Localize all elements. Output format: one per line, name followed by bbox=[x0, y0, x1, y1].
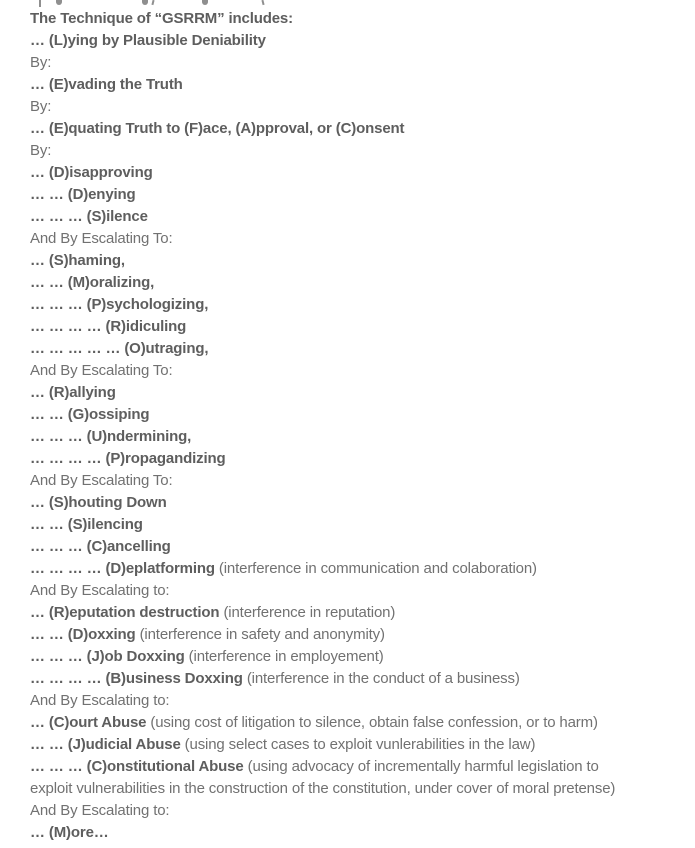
list-item-annotation: (interference in reputation) bbox=[219, 604, 396, 621]
text-line bbox=[30, 646, 677, 668]
text-line bbox=[30, 492, 677, 514]
list-item-annotation: (interference in safety and anonymity) bbox=[135, 626, 385, 643]
list-item-annotation: (interference in the conduct of a business) bbox=[242, 670, 520, 687]
previous-line-clipped bbox=[30, 0, 670, 8]
text-line bbox=[30, 184, 677, 206]
connector-text: And By Escalating to: bbox=[30, 582, 170, 599]
list-item-annotation: (interference in employement) bbox=[184, 648, 384, 665]
connector-text: And By Escalating To: bbox=[30, 362, 173, 379]
list-item-text: … (E)vading the Truth bbox=[30, 76, 183, 93]
text-line bbox=[30, 96, 677, 118]
list-item-text: … … … … (P)ropagandizing bbox=[30, 450, 226, 467]
list-item-text: … … … (U)ndermining, bbox=[30, 428, 192, 445]
text-line bbox=[30, 756, 677, 778]
text-line bbox=[30, 778, 677, 800]
text-line bbox=[30, 382, 677, 404]
list-item-annotation: (using cost of litigation to silence, obtain false confession, or to harm) bbox=[146, 714, 598, 731]
list-item-text: … (S)houting Down bbox=[30, 494, 167, 511]
text-line bbox=[30, 294, 677, 316]
text-line bbox=[30, 206, 677, 228]
text-line bbox=[30, 690, 677, 712]
clipped-line-fragment bbox=[142, 0, 148, 5]
list-item-text: … … … … (D)eplatforming bbox=[30, 560, 215, 577]
list-item-text: … … … (S)ilence bbox=[30, 208, 148, 225]
list-item-text: … … … … (R)idiculing bbox=[30, 318, 187, 335]
list-item-text: … (M)ore… bbox=[30, 824, 109, 841]
text-line bbox=[30, 470, 677, 492]
text-line bbox=[30, 426, 677, 448]
list-item-text: … … … (C)onstitutional Abuse bbox=[30, 758, 244, 775]
text-line bbox=[30, 404, 677, 426]
text-line bbox=[30, 250, 677, 272]
document-title: The Technique of “GSRRM” includes: bbox=[30, 10, 293, 27]
text-line bbox=[30, 624, 677, 646]
list-item-text: … … (D)enying bbox=[30, 186, 136, 203]
text-line bbox=[30, 514, 677, 536]
connector-text: And By Escalating to: bbox=[30, 692, 170, 709]
document-body bbox=[30, 8, 677, 844]
text-line bbox=[30, 140, 677, 162]
text-line bbox=[30, 272, 677, 294]
clipped-line-fragment bbox=[151, 0, 154, 5]
list-item-text: … … … (J)ob Doxxing bbox=[30, 648, 185, 665]
connector-text: By: bbox=[30, 142, 52, 159]
text-line bbox=[30, 74, 677, 96]
list-item-text: … … … (P)sychologizing, bbox=[30, 296, 209, 313]
list-item-text: … (E)quating Truth to (F)ace, (A)pproval, or (C)onsent bbox=[30, 120, 405, 137]
list-item-annotation: (using select cases to exploit vunlerabilities in the law) bbox=[180, 736, 536, 753]
list-item-text: … … (D)oxxing bbox=[30, 626, 136, 643]
text-line bbox=[30, 228, 677, 250]
text-line bbox=[30, 162, 677, 184]
list-item-text: … … … … … (O)utraging, bbox=[30, 340, 209, 357]
text-line bbox=[30, 734, 677, 756]
list-item-text: … (D)isapproving bbox=[30, 164, 153, 181]
text-line bbox=[30, 338, 677, 360]
text-line bbox=[30, 668, 677, 690]
text-line bbox=[30, 536, 677, 558]
text-line bbox=[30, 558, 677, 580]
text-line bbox=[30, 800, 677, 822]
connector-text: And By Escalating to: bbox=[30, 802, 170, 819]
connector-text: By: bbox=[30, 54, 52, 71]
connector-text: And By Escalating To: bbox=[30, 230, 173, 247]
list-item-annotation: (interference in communication and colaboration) bbox=[214, 560, 537, 577]
text-line bbox=[30, 822, 677, 844]
wrapped-continuation-text: exploit vulnerabilities in the construction of the constitution, under cover of moral pretense) bbox=[30, 780, 616, 797]
list-item-text: … (R)allying bbox=[30, 384, 116, 401]
text-line bbox=[30, 30, 677, 52]
list-item-text: … … … … (B)usiness Doxxing bbox=[30, 670, 243, 687]
list-item-text: … (R)eputation destruction bbox=[30, 604, 220, 621]
text-line bbox=[30, 52, 677, 74]
clipped-line-fragment bbox=[261, 0, 264, 5]
clipped-line-fragment bbox=[56, 0, 62, 5]
list-item-text: … … … (C)ancelling bbox=[30, 538, 171, 555]
clipped-line-fragment bbox=[202, 0, 208, 5]
document-title-line bbox=[30, 8, 677, 30]
list-item-text: … … (S)ilencing bbox=[30, 516, 143, 533]
list-item-annotation: (using advocacy of incrementally harmful legislation to bbox=[243, 758, 599, 775]
list-item-text: … (C)ourt Abuse bbox=[30, 714, 147, 731]
list-item-text: … … (J)udicial Abuse bbox=[30, 736, 181, 753]
text-line bbox=[30, 360, 677, 382]
text-line bbox=[30, 118, 677, 140]
text-line bbox=[30, 602, 677, 624]
list-item-text: … … (M)oralizing, bbox=[30, 274, 155, 291]
clipped-line-fragment bbox=[39, 0, 41, 7]
connector-text: By: bbox=[30, 98, 52, 115]
list-item-text: … … (G)ossiping bbox=[30, 406, 150, 423]
connector-text: And By Escalating To: bbox=[30, 472, 173, 489]
text-line bbox=[30, 448, 677, 470]
text-line bbox=[30, 712, 677, 734]
list-item-text: … (S)haming, bbox=[30, 252, 125, 269]
text-line bbox=[30, 316, 677, 338]
list-item-text: … (L)ying by Plausible Deniability bbox=[30, 32, 266, 49]
text-line bbox=[30, 580, 677, 602]
